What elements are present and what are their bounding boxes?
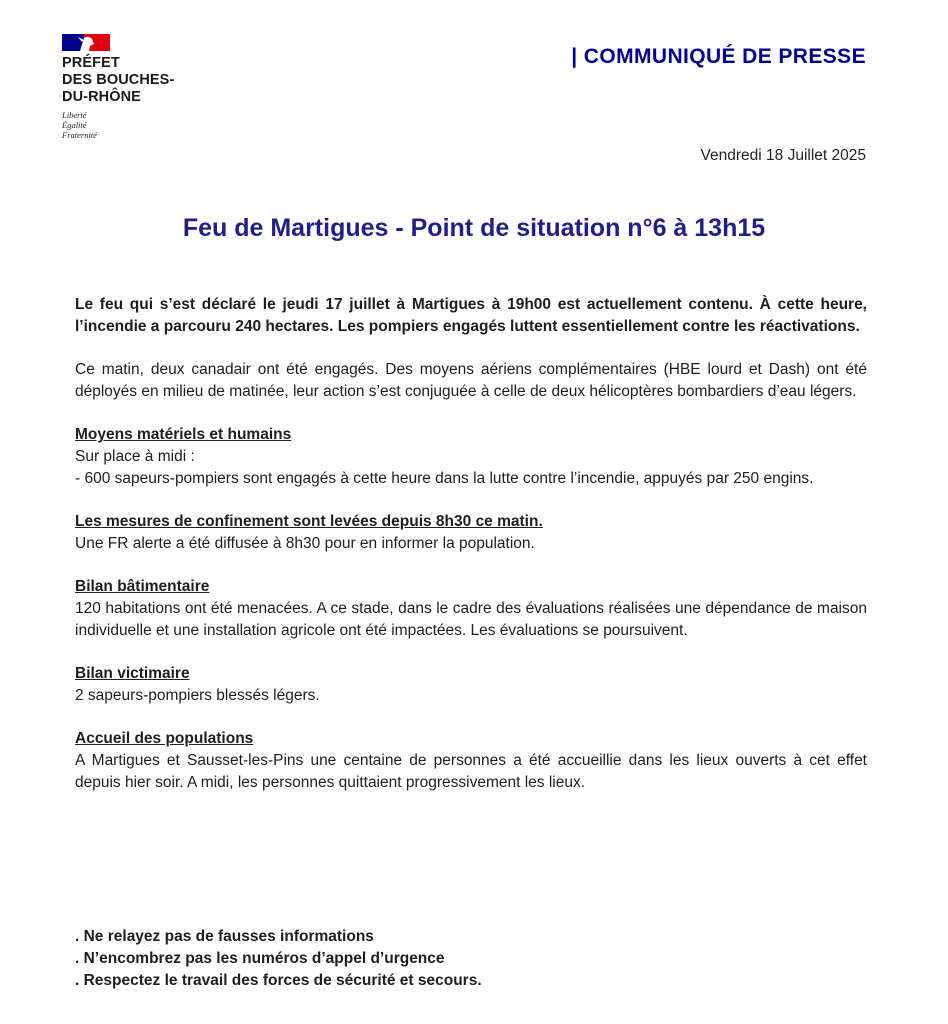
- prefecture-name: [62, 55, 222, 106]
- press-release-label: | COMMUNIQUÉ DE PRESSE: [571, 45, 866, 68]
- marianne-flag-icon: [62, 34, 110, 51]
- advice-list: [75, 926, 482, 992]
- motto-fraternite: Fraternité: [62, 130, 97, 140]
- motto-liberte: Liberté: [62, 110, 87, 120]
- section-heading-confinement: Les mesures de confinement sont levées depuis 8h30 ce matin.: [75, 513, 543, 530]
- section-heading-victimaire: Bilan victimaire: [75, 665, 190, 682]
- accueil-text: A Martigues et Sausset-les-Pins une centaine de personnes a été accueillie dans les lieux ouverts à cet effet depuis hier soir. A midi, les personnes quittaient progressivement les lieux.: [75, 752, 867, 791]
- republic-motto: [62, 110, 222, 140]
- prefecture-name-line-1: PRÉFET: [62, 55, 120, 71]
- lead-paragraph: Le feu qui s’est déclaré le jeudi 17 juillet à Martigues à 19h00 est actuellement contenu. À cette heure, l’incendie a parcouru 240 hectares. Les pompiers engagés luttent essentiellement contre les réactivations.: [75, 296, 867, 335]
- advice-item: . N’encombrez pas les numéros d’appel d’urgence: [75, 950, 445, 967]
- moyens-line-2: - 600 sapeurs-pompiers sont engagés à cette heure dans la lutte contre l’incendie, appuyés par 250 engins.: [75, 470, 814, 487]
- release-date: Vendredi 18 Juillet 2025: [700, 147, 866, 164]
- section-heading-accueil: Accueil des populations: [75, 730, 254, 747]
- motto-egalite: Égalité: [62, 120, 87, 130]
- confinement-text: Une FR alerte a été diffusée à 8h30 pour en informer la population.: [75, 535, 535, 552]
- advice-item: . Ne relayez pas de fausses informations: [75, 928, 374, 945]
- page-title: Feu de Martigues - Point de situation n°6 à 13h15: [182, 214, 766, 242]
- advice-item: . Respectez le travail des forces de sécurité et secours.: [75, 972, 482, 989]
- section-heading-batimentaire: Bilan bâtimentaire: [75, 578, 210, 595]
- release-body: [75, 294, 867, 794]
- prefecture-name-line-3: DU-RHÔNE: [62, 89, 141, 105]
- moyens-line-1: Sur place à midi :: [75, 448, 195, 465]
- batimentaire-text: 120 habitations ont été menacées. A ce stade, dans le cadre des évaluations réalisées une dépendance de maison individuelle et une installation agricole ont été impactées. Les évaluations se poursuivent.: [75, 600, 867, 639]
- prefecture-name-line-2: DES BOUCHES-: [62, 72, 175, 88]
- prefecture-logo: [62, 34, 222, 140]
- victimaire-text: 2 sapeurs-pompiers blessés légers.: [75, 687, 320, 704]
- section-heading-moyens: Moyens matériels et humains: [75, 426, 292, 443]
- intro-paragraph: Ce matin, deux canadair ont été engagés. Des moyens aériens complémentaires (HBE lourd et Dash) ont été déployés en milieu de matinée, leur action s’est conjuguée à celle de deux hélicoptères bombardiers d’eau légers.: [75, 361, 867, 400]
